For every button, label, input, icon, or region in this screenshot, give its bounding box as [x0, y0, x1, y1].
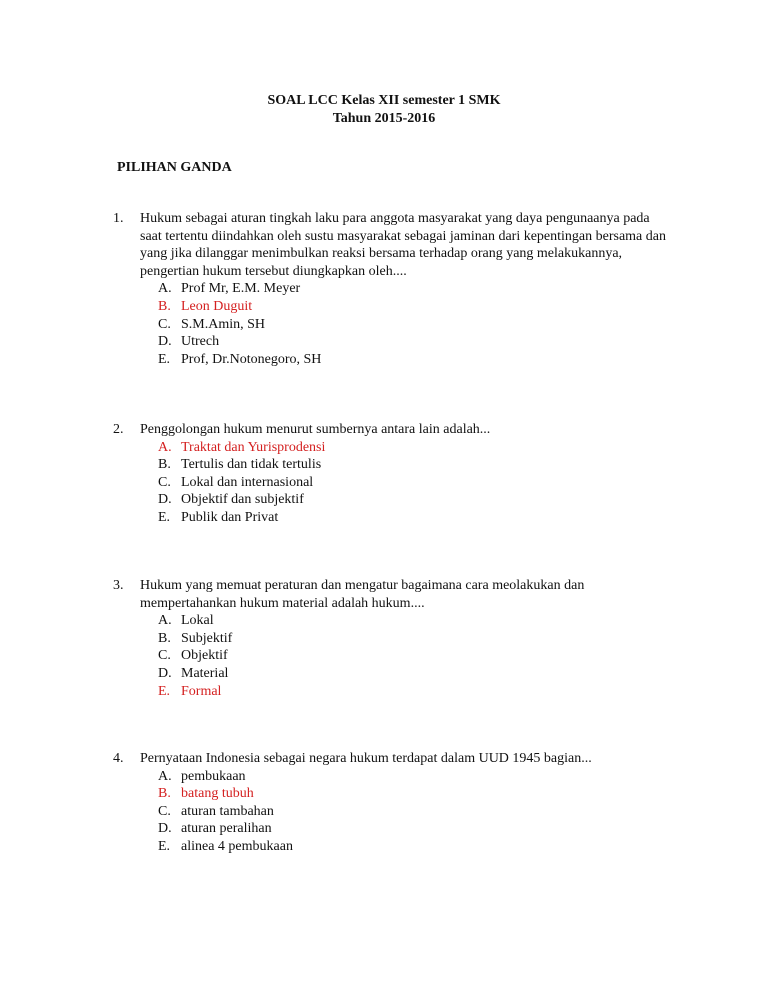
option-a [158, 612, 673, 630]
option-text: Prof Mr, E.M. Meyer [181, 281, 301, 297]
option-text: Formal [181, 683, 222, 699]
option-text: Lokal [181, 613, 214, 629]
option-letter: B. [158, 457, 171, 473]
option-e-correct [158, 683, 673, 701]
option-text: S.M.Amin, SH [181, 316, 266, 332]
answer-options [158, 280, 673, 368]
question-text: Penggolongan hukum menurut sumbernya antara lain adalah... [140, 422, 491, 437]
option-letter: C. [158, 474, 171, 490]
option-letter: A. [158, 439, 172, 455]
question-number: 2. [113, 422, 124, 437]
option-letter: B. [158, 786, 171, 802]
option-letter: C. [158, 803, 171, 819]
option-c [158, 647, 673, 665]
option-text: Material [181, 665, 229, 681]
option-letter: C. [158, 316, 171, 332]
option-text: Objektif dan subjektif [181, 492, 304, 508]
question-2 [113, 421, 673, 527]
option-letter: B. [158, 298, 171, 314]
option-c [158, 803, 673, 821]
option-e [158, 509, 673, 527]
document-year: Tahun 2015-2016 [332, 111, 436, 126]
option-d [158, 333, 673, 351]
option-letter: D. [158, 821, 172, 837]
option-e [158, 838, 673, 856]
answer-options [158, 612, 673, 700]
option-text: Leon Duguit [181, 298, 253, 314]
option-d [158, 491, 673, 509]
answer-options [158, 439, 673, 527]
option-a-correct [158, 439, 673, 457]
option-d [158, 820, 673, 838]
option-d [158, 665, 673, 683]
option-text: aturan peralihan [181, 821, 272, 837]
option-c [158, 474, 673, 492]
option-a [158, 280, 673, 298]
option-e [158, 351, 673, 369]
option-letter: C. [158, 648, 171, 664]
option-text: pembukaan [181, 768, 246, 784]
option-b-correct [158, 298, 673, 316]
option-text: Utrech [181, 334, 220, 350]
option-letter: A. [158, 281, 172, 297]
option-text: Publik dan Privat [181, 509, 279, 525]
option-text: Lokal dan internasional [181, 474, 314, 490]
option-text: alinea 4 pembukaan [181, 838, 293, 854]
section-heading: PILIHAN GANDA [117, 160, 232, 175]
question-4 [113, 750, 673, 856]
option-text: Objektif [181, 648, 228, 664]
option-a [158, 768, 673, 786]
option-letter: D. [158, 492, 172, 508]
option-letter: D. [158, 334, 172, 350]
option-text: Traktat dan Yurisprodensi [181, 439, 326, 455]
option-b [158, 456, 673, 474]
option-letter: A. [158, 768, 172, 784]
question-text: Hukum sebagai aturan tingkah laku para anggota masyarakat yang daya pengunaanya pada saat tertentu diindahkan oleh sustu masyarakat sebagai jaminan dari kepentingan bersama dan yang jika dilanggar menimbulkan reaksi bersama terhadap orang yang melakukannya, pengertian hukum tersebut diungkapkan oleh.... [140, 211, 666, 279]
option-b-correct [158, 785, 673, 803]
question-text: Pernyataan Indonesia sebagai negara hukum terdapat dalam UUD 1945 bagian... [140, 751, 592, 766]
document-title: SOAL LCC Kelas XII semester 1 SMK [267, 93, 501, 108]
option-text: Tertulis dan tidak tertulis [181, 457, 322, 473]
option-text: Prof, Dr.Notonegoro, SH [181, 351, 322, 367]
option-text: batang tubuh [181, 786, 254, 802]
option-b [158, 630, 673, 648]
option-text: Subjektif [181, 630, 233, 646]
option-letter: D. [158, 665, 172, 681]
option-letter: E. [158, 351, 171, 367]
option-letter: B. [158, 630, 171, 646]
option-letter: E. [158, 838, 171, 854]
question-text: Hukum yang memuat peraturan dan mengatur bagaimana cara meolakukan dan mempertahankan hukum material adalah hukum.... [140, 578, 585, 611]
question-1 [113, 210, 673, 368]
question-number: 4. [113, 751, 124, 766]
option-c [158, 316, 673, 334]
question-3 [113, 577, 673, 700]
option-text: aturan tambahan [181, 803, 274, 819]
question-number: 3. [113, 578, 124, 593]
option-letter: E. [158, 509, 171, 525]
option-letter: E. [158, 683, 171, 699]
option-letter: A. [158, 613, 172, 629]
answer-options [158, 768, 673, 856]
question-number: 1. [113, 211, 124, 226]
